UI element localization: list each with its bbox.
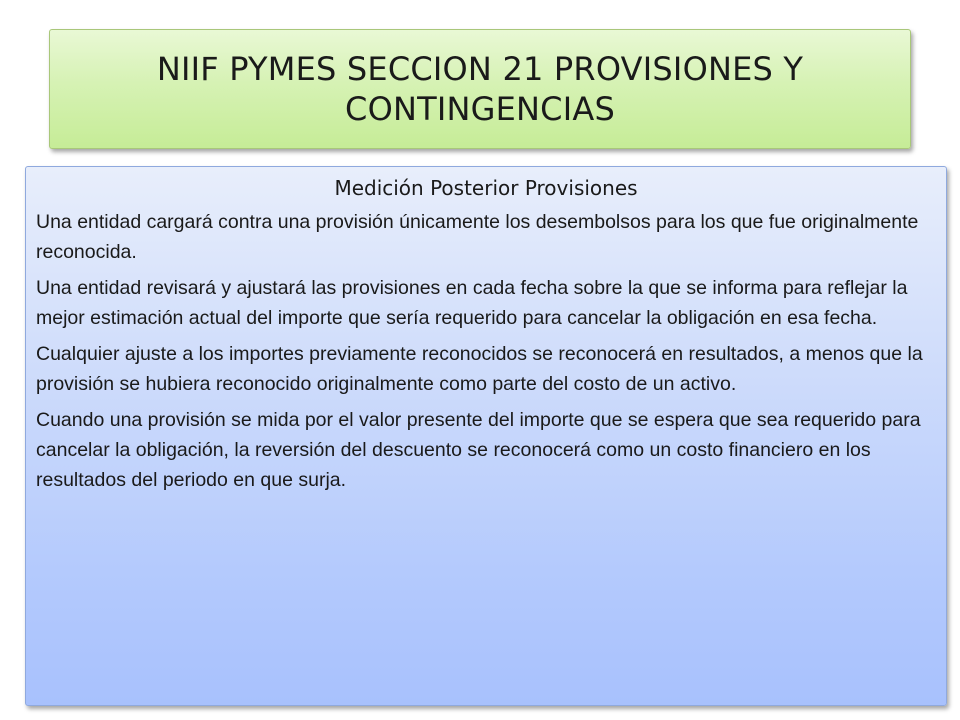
paragraph-2: Una entidad revisará y ajustará las provisiones en cada fecha sobre la que se informa para reflejar la mejor estimación actual del importe que sería requerido para cancelar la obligación en esa fecha. — [36, 277, 908, 329]
content-heading: Medición Posterior Provisiones — [334, 176, 638, 200]
content-box — [25, 166, 947, 706]
title-box — [49, 29, 911, 149]
paragraph-1: Una entidad cargará contra una provisión únicamente los desembolsos para los que fue originalmente reconocida. — [36, 211, 919, 263]
paragraph-4: Cuando una provisión se mida por el valor presente del importe que se espera que sea requerido para cancelar la obligación, la reversión del descuento se reconocerá como un costo financiero en los resultados del periodo en que surja. — [36, 409, 921, 491]
paragraph-3: Cualquier ajuste a los importes previamente reconocidos se reconocerá en resultados, a menos que la provisión se hubiera reconocido originalmente como parte del costo de un activo. — [36, 343, 923, 395]
slide-title: NIIF PYMES SECCION 21 PROVISIONES Y CONTINGENCIAS — [156, 50, 804, 128]
